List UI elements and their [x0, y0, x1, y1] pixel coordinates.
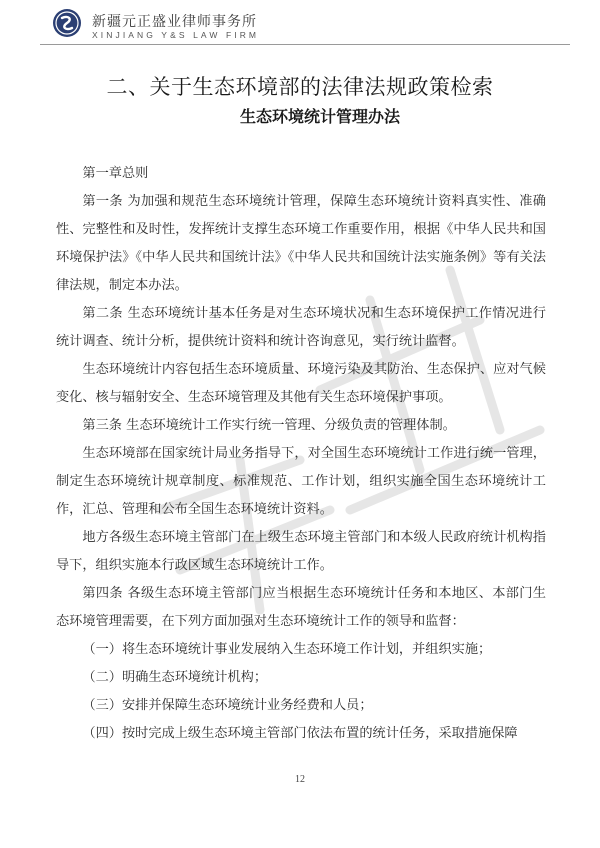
- firm-logo-icon: [52, 8, 82, 38]
- paragraph: 生态环境部在国家统计局业务指导下，对全国生态环境统计工作进行统一管理，制定生态环境统计规章制度、标准规范、工作计划，组织实施全国生态环境统计工作，汇总、管理和公布全国生态环境统计资料。: [56, 446, 546, 517]
- header-divider: [40, 44, 570, 45]
- list-item: （一）将生态环境统计事业发展纳入生态环境工作计划，并组织实施；: [82, 642, 492, 657]
- firm-name-cn: 新疆元正盛业律师事务所: [92, 14, 257, 30]
- firm-name-en: XINJIANG Y&S LAW FIRM: [92, 30, 260, 40]
- paragraph: 地方各级生态环境主管部门在上级生态环境主管部门和本级人民政府统计机构指导下，组织实施本行政区域生态环境统计工作。: [56, 530, 546, 573]
- page-number: 12: [295, 774, 305, 785]
- paragraph: 第二条 生态环境统计基本任务是对生态环境状况和生态环境保护工作情况进行统计调查、统计分析，提供统计资料和统计咨询意见，实行统计监督。: [56, 306, 546, 349]
- paragraph: 第三条 生态环境统计工作实行统一管理、分级负责的管理体制。: [82, 418, 456, 433]
- list-item: （四）按时完成上级生态环境主管部门依法布置的统计任务，采取措施保障: [82, 726, 518, 741]
- page-header: [52, 6, 572, 48]
- section-heading: 二、关于生态环境部的法律法规政策检索: [106, 75, 494, 99]
- chapter-title: 第一章总则: [82, 166, 149, 181]
- list-item: （三）安排并保障生态环境统计业务经费和人员；: [82, 698, 373, 713]
- paragraph: 第四条 各级生态环境主管部门应当根据生态环境统计任务和本地区、本部门生态环境管理需要，在下列方面加强对生态环境统计工作的领导和监督：: [56, 586, 546, 629]
- paragraph: 生态环境统计内容包括生态环境质量、环境污染及其防治、生态保护、应对气候变化、核与辐射安全、生态环境管理及其他有关生态环境保护事项。: [56, 362, 546, 405]
- document-title: 生态环境统计管理办法: [239, 107, 400, 126]
- list-item: （二）明确生态环境统计机构；: [82, 670, 268, 685]
- paragraph: 第一条 为加强和规范生态环境统计管理，保障生态环境统计资料真实性、准确性、完整性和及时性，发挥统计支撑生态环境工作重要作用，根据《中华人民共和国环境保护法》《中华人民共和国统计法》《中华人民共和国统计法实施条例》等有关法律法规，制定本办法。: [56, 194, 546, 293]
- document-body: [56, 160, 546, 748]
